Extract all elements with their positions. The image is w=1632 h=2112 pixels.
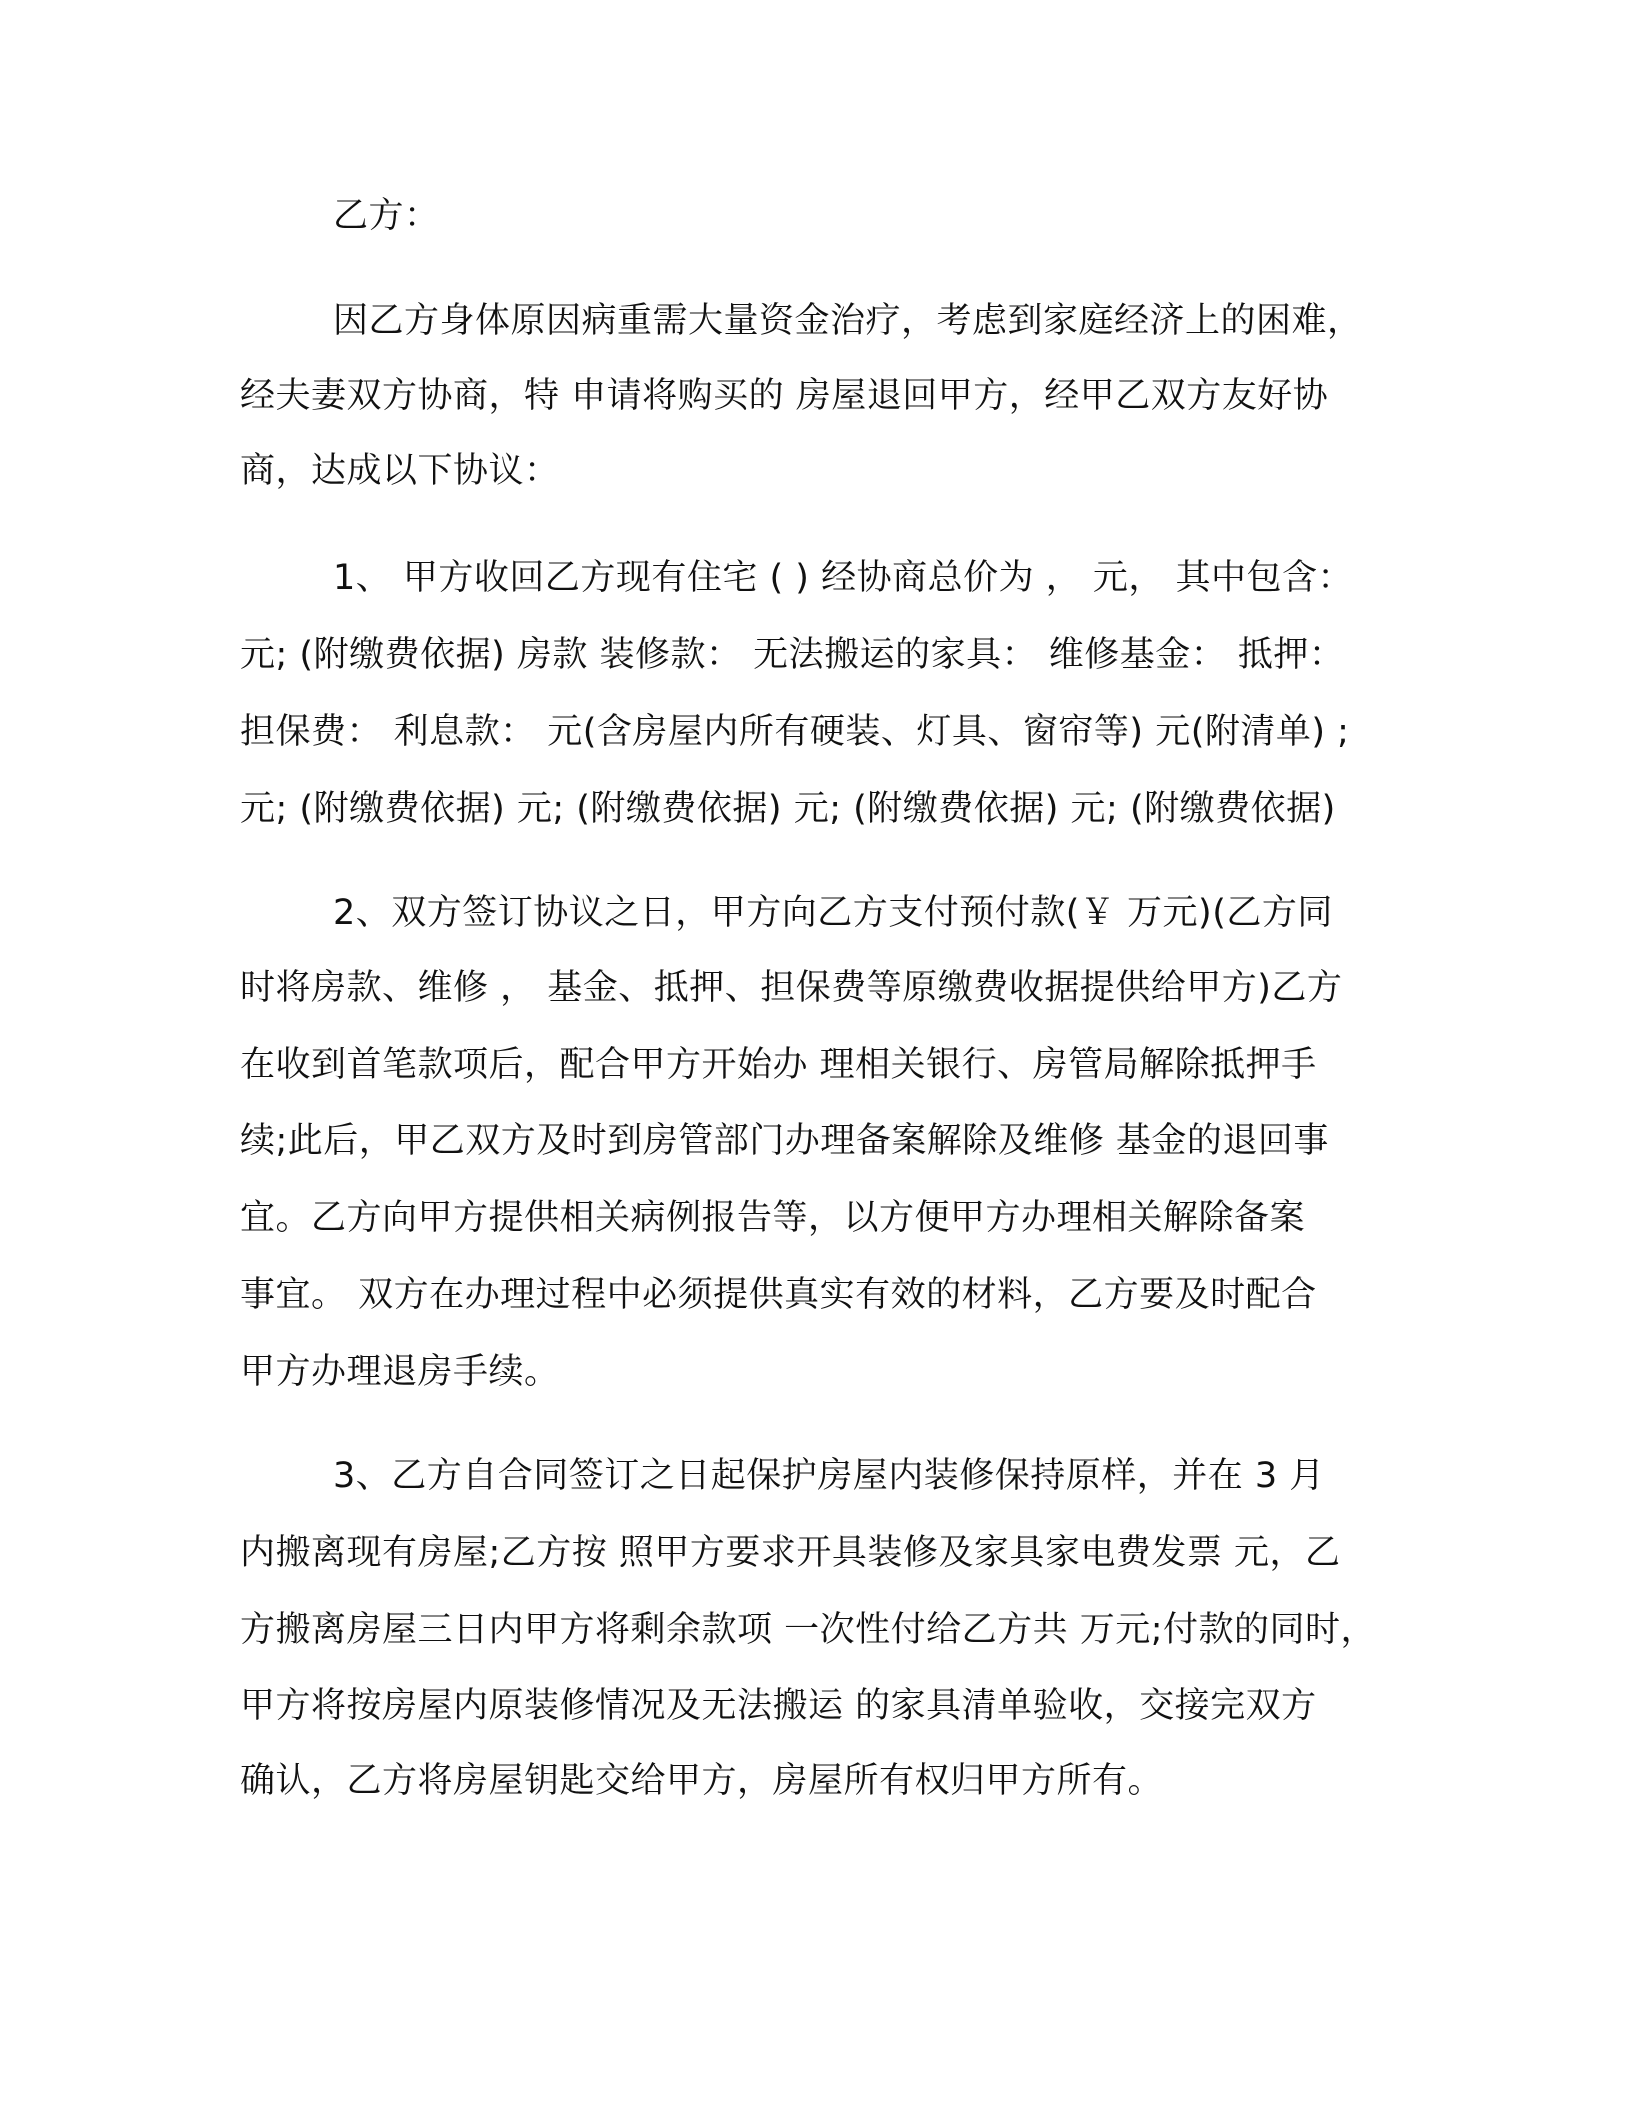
clause-3-line-5: 确认，乙方将房屋钥匙交给甲方，房屋所有权归甲方所有。 [240,1761,1164,1801]
clause-2-line-5: 宜。乙方向甲方提供相关病例报告等，以方便甲方办理相关解除备案 [240,1198,1306,1238]
clause-2-line-2: 时将房款、维修 ， 基金、抵押、担保费等原缴费收据提供给甲方)乙方 [240,968,1343,1008]
clause-1-line-3: 担保费： 利息款： 元(含房屋内所有硬装、灯具、窗帘等) 元(附清单) ; [240,712,1350,752]
intro-line-2: 经夫妻双方协商，特 申请将购买的 房屋退回甲方，经甲乙双方友好协 [240,376,1329,416]
clause-1-line-4: 元; (附缴费依据) 元; (附缴费依据) 元; (附缴费依据) 元; (附缴费依据) [240,789,1336,829]
clause-2-line-3: 在收到首笔款项后，配合甲方开始办 理相关银行、房管局解除抵押手 [240,1045,1317,1085]
clause-1-line-1: 1、 甲方收回乙方现有住宅 ( ) 经协商总价为 ， 元， 其中包含： [333,558,1353,598]
clause-3-line-1: 3、乙方自合同签订之日起保护房屋内装修保持原样，并在 3 月 [333,1456,1325,1496]
clause-2-line-6: 事宜。 双方在办理过程中必须提供真实有效的材料，乙方要及时配合 [240,1275,1317,1315]
intro-line-3: 商，达成以下协议： [240,451,560,491]
party-b-label: 乙方： [333,196,440,236]
clause-2-line-7: 甲方办理退房手续。 [240,1352,560,1392]
clause-2-line-4: 续;此后，甲乙双方及时到房管部门办理备案解除及维修 基金的退回事 [240,1121,1329,1161]
clause-3-line-2: 内搬离现有房屋;乙方按 照甲方要求开具装修及家具家电费发票 元，乙 [240,1533,1341,1573]
clause-3-line-3: 方搬离房屋三日内甲方将剩余款项 一次性付给乙方共 万元;付款的同时， [240,1610,1377,1650]
clause-1-line-2: 元; (附缴费依据) 房款 装修款： 无法搬运的家具： 维修基金： 抵押： [240,635,1345,675]
intro-line-1: 因乙方身体原因病重需大量资金治疗，考虑到家庭经济上的困难， [333,301,1363,341]
clause-2-line-1: 2、双方签订协议之日，甲方向乙方支付预付款(￥ 万元)(乙方同 [333,893,1333,933]
clause-3-line-4: 甲方将按房屋内原装修情况及无法搬运 的家具清单验收，交接完双方 [240,1686,1317,1726]
